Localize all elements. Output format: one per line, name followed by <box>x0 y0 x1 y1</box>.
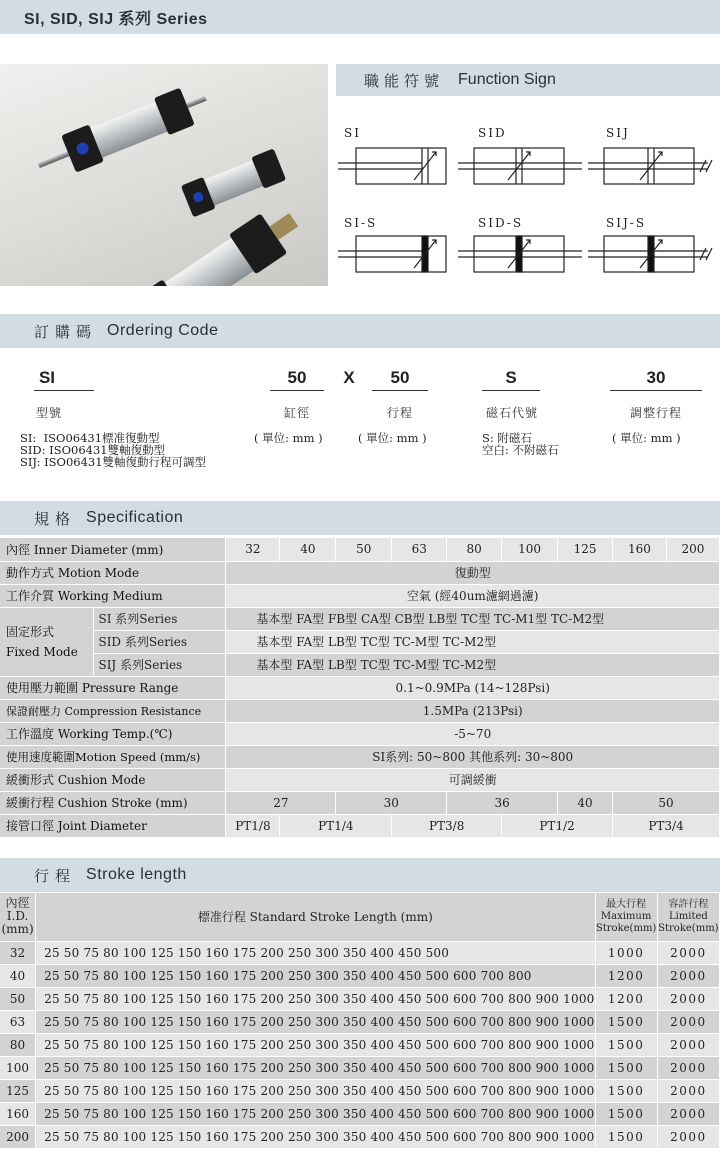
spec-label-motion: 動作方式 Motion Mode <box>0 561 226 584</box>
code-bore: 50 <box>287 368 307 387</box>
diameter-cell: 40 <box>280 538 336 561</box>
table-row <box>0 1010 720 1033</box>
code-bore-underline <box>270 390 324 391</box>
cushion-stroke-cell: 50 <box>613 791 720 814</box>
spec-label-fixed-cn: 固定形式 <box>6 624 55 639</box>
sid-s-symbol <box>458 236 582 272</box>
code-stroke: 50 <box>390 368 410 387</box>
stroke-id-cell: 40 <box>0 964 36 987</box>
sid-symbol <box>458 148 582 184</box>
product-photo <box>0 64 328 286</box>
stroke-length-cell: 25 50 75 80 100 125 150 160 175 200 250 300 350 400 450 500 600 700 800 900 1000 <box>36 1125 595 1148</box>
stroke-max-cell: 1500 <box>595 1079 657 1102</box>
diameter-cell: 160 <box>613 538 667 561</box>
stroke-id-cell: 200 <box>0 1125 36 1148</box>
table-row <box>0 1033 720 1056</box>
stroke-id-cell: 63 <box>0 1010 36 1033</box>
stroke-limited-cell: 2000 <box>657 1125 719 1148</box>
model-description-sij: SIJ: ISO06431雙軸復動行程可調型 <box>20 455 207 469</box>
stroke-length-cell: 25 50 75 80 100 125 150 160 175 200 250 300 350 400 450 500 600 700 800 900 1000 <box>36 1033 595 1056</box>
code-magnet-underline <box>482 390 540 391</box>
code-stroke-underline <box>372 390 428 391</box>
sij-s-symbol <box>588 236 712 272</box>
symbol-label-sij-s: SIJ-S <box>606 216 647 230</box>
spec-row-cushion <box>0 768 720 791</box>
fixed-value-si: 基本型 FA型 FB型 CA型 CB型 LB型 TC型 TC-M1型 TC-M2型 <box>226 607 720 630</box>
spec-row-fixed-si <box>0 607 720 630</box>
spec-label-pressure: 使用壓力範圍 Pressure Range <box>0 676 226 699</box>
spec-label-fixed-en: Fixed Mode <box>6 644 78 659</box>
unit-bore: ( 單位: mm ) <box>254 431 323 445</box>
spec-value-motion: 復動型 <box>226 561 720 584</box>
label-adjust: 調整行程 <box>629 406 682 420</box>
specification-header: 規格 Specification <box>0 501 720 535</box>
stroke-max-cell: 1000 <box>595 941 657 964</box>
diameter-cell: 80 <box>447 538 502 561</box>
fixed-series-si: SI 系列Series <box>94 607 226 630</box>
spec-value-compression: 1.5MPa (213Psi) <box>226 699 720 722</box>
spec-value-temp: -5~70 <box>226 722 720 745</box>
spec-row-medium <box>0 584 720 607</box>
si-symbol <box>338 148 446 184</box>
diameter-cell: 125 <box>558 538 613 561</box>
spec-label-compression: 保證耐壓力 Compression Resistance <box>0 699 226 722</box>
label-magnet: 磁石代號 <box>485 406 538 420</box>
table-row <box>0 1056 720 1079</box>
code-magnet: S <box>505 368 517 387</box>
table-row <box>0 1125 720 1148</box>
label-model: 型號 <box>35 406 62 420</box>
unit-adjust: ( 單位: mm ) <box>612 431 681 445</box>
stroke-limited-cell: 2000 <box>657 1010 719 1033</box>
stroke-length-cell: 25 50 75 80 100 125 150 160 175 200 250 300 350 400 450 500 600 700 800 <box>36 964 595 987</box>
spec-value-pressure: 0.1~0.9MPa (14~128Psi) <box>226 676 720 699</box>
spec-label-temp: 工作溫度 Working Temp.(℃) <box>0 722 226 745</box>
col-header-max: 最大行程 Maximum Stroke(mm) <box>595 893 657 941</box>
function-sign-header: 職能符號 Function Sign <box>336 64 720 96</box>
joint-cell: PT3/8 <box>392 814 502 837</box>
spec-row-cushion-stroke <box>0 791 720 814</box>
spec-label-medium: 工作介質 Working Medium <box>0 584 226 607</box>
stroke-limited-cell: 2000 <box>657 987 719 1010</box>
specification-table <box>0 538 720 838</box>
spec-label-diameter: 內徑 Inner Diameter (mm) <box>0 538 226 561</box>
spec-row-fixed-sij <box>0 653 720 676</box>
spec-value-medium: 空氣 (經40um濾網過濾) <box>226 584 720 607</box>
unit-stroke: ( 單位: mm ) <box>358 431 427 445</box>
spec-label-cushion-stroke: 緩衝行程 Cushion Stroke (mm) <box>0 791 226 814</box>
cushion-stroke-cell: 36 <box>447 791 558 814</box>
fixed-value-sid: 基本型 FA型 LB型 TC型 TC-M型 TC-M2型 <box>226 630 720 653</box>
stroke-id-cell: 80 <box>0 1033 36 1056</box>
stroke-max-cell: 1500 <box>595 1125 657 1148</box>
joint-cell: PT1/8 <box>226 814 280 837</box>
table-row <box>0 987 720 1010</box>
stroke-limited-cell: 2000 <box>657 1079 719 1102</box>
table-row <box>0 941 720 964</box>
stroke-length-header: 行程 Stroke length <box>0 858 720 892</box>
stroke-limited-cell: 2000 <box>657 964 719 987</box>
stroke-max-cell: 1500 <box>595 1102 657 1125</box>
symbol-label-sid-s: SID-S <box>478 216 524 230</box>
stroke-limited-cell: 2000 <box>657 1102 719 1125</box>
code-model-underline <box>34 390 94 391</box>
code-adjust: 30 <box>646 368 666 387</box>
stroke-id-cell: 125 <box>0 1079 36 1102</box>
col-header-standard: 標准行程 Standard Stroke Length (mm) <box>36 893 595 941</box>
joint-cell: PT1/4 <box>280 814 392 837</box>
stroke-max-cell: 1200 <box>595 964 657 987</box>
stroke-limited-cell: 2000 <box>657 1056 719 1079</box>
model-description-si: SI: ISO06431標准復動型 <box>20 431 160 445</box>
spec-row-fixed-sid <box>0 630 720 653</box>
stroke-max-cell: 1200 <box>595 987 657 1010</box>
fixed-series-sij: SIJ 系列Series <box>94 653 226 676</box>
code-adjust-underline <box>610 390 702 391</box>
model-description-sid: SID: ISO06431雙軸復動型 <box>20 443 166 457</box>
spec-row-joint <box>0 814 720 837</box>
diameter-cell: 32 <box>226 538 280 561</box>
spec-row-compression <box>0 699 720 722</box>
sij-symbol <box>588 148 712 184</box>
stroke-max-cell: 1500 <box>595 1033 657 1056</box>
joint-cell: PT3/4 <box>613 814 720 837</box>
cylinder-illustration <box>0 64 328 286</box>
symbol-label-sid: SID <box>478 126 507 140</box>
spec-row-motion <box>0 561 720 584</box>
spec-label-speed: 使用速度範圍Motion Speed (mm/s) <box>0 745 226 768</box>
diameter-cell: 200 <box>666 538 719 561</box>
si-s-symbol <box>338 236 446 272</box>
stroke-length-cell: 25 50 75 80 100 125 150 160 175 200 250 300 350 400 450 500 600 700 800 900 1000 <box>36 987 595 1010</box>
stroke-length-cell: 25 50 75 80 100 125 150 160 175 200 250 300 350 400 450 500 600 700 800 900 1000 <box>36 1010 595 1033</box>
label-bore: 缸徑 <box>283 406 310 420</box>
symbol-label-si: SI <box>344 126 361 140</box>
symbol-label-si-s: SI-S <box>344 216 378 230</box>
diameter-cell: 63 <box>392 538 447 561</box>
stroke-length-cell: 25 50 75 80 100 125 150 160 175 200 250 300 350 400 450 500 <box>36 941 595 964</box>
stroke-header-row <box>0 893 720 941</box>
spec-label-joint: 接管口徑 Joint Diameter <box>0 814 226 837</box>
table-row <box>0 1079 720 1102</box>
spec-row-temp <box>0 722 720 745</box>
code-model: SI <box>38 368 56 387</box>
fixed-series-sid: SID 系列Series <box>94 630 226 653</box>
spec-value-cushion: 可調緩衝 <box>226 768 720 791</box>
spec-label-fixed <box>0 607 94 676</box>
function-symbols <box>336 140 720 290</box>
stroke-max-cell: 1500 <box>595 1056 657 1079</box>
cushion-stroke-cell: 40 <box>558 791 613 814</box>
table-row <box>0 1102 720 1125</box>
symbol-label-sij: SIJ <box>606 126 630 140</box>
table-row <box>0 964 720 987</box>
stroke-id-cell: 100 <box>0 1056 36 1079</box>
stroke-limited-cell: 2000 <box>657 1033 719 1056</box>
spec-row-speed <box>0 745 720 768</box>
code-separator: X <box>343 368 355 387</box>
spec-label-cushion: 緩衝形式 Cushion Mode <box>0 768 226 791</box>
stroke-id-cell: 160 <box>0 1102 36 1125</box>
col-header-id: 內徑 I.D. (mm) <box>0 893 36 941</box>
magnet-description-s: S: 附磁石 <box>482 431 532 445</box>
col-header-limited: 容許行程 Limited Stroke(mm) <box>657 893 719 941</box>
stroke-id-cell: 50 <box>0 987 36 1010</box>
stroke-table <box>0 893 720 1149</box>
spec-value-speed: SI系列: 50~800 其他系列: 30~800 <box>226 745 720 768</box>
stroke-length-cell: 25 50 75 80 100 125 150 160 175 200 250 300 350 400 450 500 600 700 800 900 1000 <box>36 1056 595 1079</box>
diameter-cell: 50 <box>336 538 392 561</box>
page-title: SI, SID, SIJ 系列 Series <box>0 0 720 34</box>
stroke-limited-cell: 2000 <box>657 941 719 964</box>
magnet-description-blank: 空白: 不附磁石 <box>482 443 559 457</box>
joint-cell: PT1/2 <box>502 814 613 837</box>
stroke-length-cell: 25 50 75 80 100 125 150 160 175 200 250 300 350 400 450 500 600 700 800 900 1000 <box>36 1079 595 1102</box>
stroke-length-cell: 25 50 75 80 100 125 150 160 175 200 250 300 350 400 450 500 600 700 800 900 1000 <box>36 1102 595 1125</box>
diameter-cell: 100 <box>502 538 558 561</box>
stroke-id-cell: 32 <box>0 941 36 964</box>
cushion-stroke-cell: 30 <box>336 791 447 814</box>
fixed-value-sij: 基本型 FA型 LB型 TC型 TC-M型 TC-M2型 <box>226 653 720 676</box>
spec-row-pressure <box>0 676 720 699</box>
stroke-max-cell: 1500 <box>595 1010 657 1033</box>
ordering-code-header: 訂購碼 Ordering Code <box>0 314 720 348</box>
label-stroke: 行程 <box>386 406 413 420</box>
spec-row-diameter <box>0 538 720 561</box>
cushion-stroke-cell: 27 <box>226 791 336 814</box>
